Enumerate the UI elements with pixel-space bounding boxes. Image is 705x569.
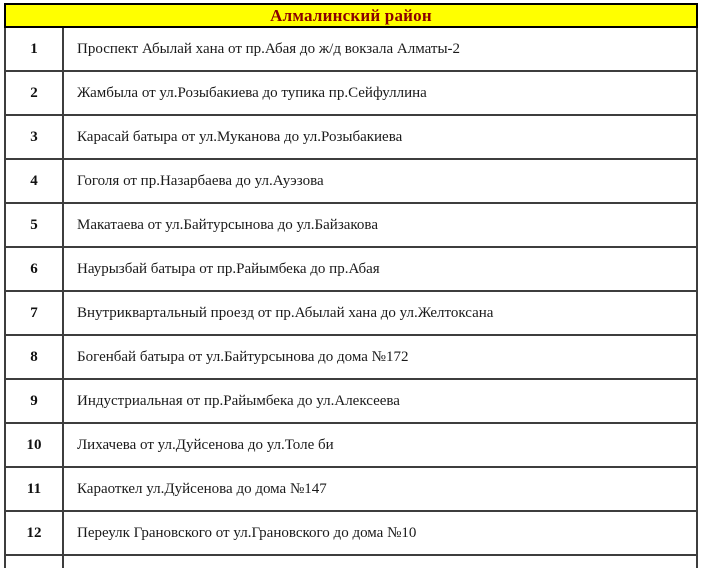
table-row bbox=[6, 28, 696, 72]
table-row bbox=[6, 512, 696, 556]
row-number-cell: 6 bbox=[6, 248, 64, 290]
street-cell: Макатаева от ул.Байтурсынова до ул.Байзакова bbox=[77, 216, 378, 233]
street-cell: Индустриальная от пр.Райымбека до ул.Алексеева bbox=[77, 392, 400, 409]
row-number-cell: 4 bbox=[6, 160, 64, 202]
street-cell: Карасай батыра от ул.Муканова до ул.Розыбакиева bbox=[77, 128, 403, 145]
street-cell: Проспект Абылай хана от пр.Абая до ж/д вокзала Алматы-2 bbox=[77, 40, 461, 57]
street-cell bbox=[64, 556, 696, 568]
table-row bbox=[6, 160, 696, 204]
row-number-cell: 2 bbox=[6, 72, 64, 114]
streets-grid bbox=[4, 28, 698, 568]
table-row bbox=[6, 292, 696, 336]
table-row bbox=[6, 204, 696, 248]
street-cell: Караоткел ул.Дуйсенова до дома №147 bbox=[77, 480, 327, 497]
street-cell: Наурызбай батыра от пр.Райымбека до пр.Абая bbox=[77, 260, 380, 277]
row-number-cell: 9 bbox=[6, 380, 64, 422]
table-row bbox=[6, 380, 696, 424]
table-row bbox=[6, 336, 696, 380]
row-number-cell: 10 bbox=[6, 424, 64, 466]
table-row bbox=[6, 116, 696, 160]
row-number-cell: 11 bbox=[6, 468, 64, 510]
table-row-cutoff bbox=[6, 556, 696, 568]
table-row bbox=[6, 468, 696, 512]
street-cell: Внутриквартальный проезд от пр.Абылай хана до ул.Желтоксана bbox=[77, 304, 494, 321]
row-number-cell: 7 bbox=[6, 292, 64, 334]
district-streets-table bbox=[4, 3, 698, 568]
row-number-cell: 5 bbox=[6, 204, 64, 246]
row-number-cell bbox=[6, 556, 64, 568]
row-number-cell: 1 bbox=[6, 28, 64, 70]
street-cell: Гоголя от пр.Назарбаева до ул.Ауэзова bbox=[77, 172, 324, 189]
district-header: Алмалинский район bbox=[4, 3, 698, 28]
row-number-cell: 12 bbox=[6, 512, 64, 554]
table-row bbox=[6, 248, 696, 292]
table-row bbox=[6, 72, 696, 116]
table-row bbox=[6, 424, 696, 468]
row-number-cell: 3 bbox=[6, 116, 64, 158]
street-cell: Богенбай батыра от ул.Байтурсынова до дома №172 bbox=[77, 348, 409, 365]
row-number-cell: 8 bbox=[6, 336, 64, 378]
street-cell: Переулк Грановского от ул.Грановского до дома №10 bbox=[77, 524, 417, 541]
street-cell: Лихачева от ул.Дуйсенова до ул.Толе би bbox=[77, 436, 334, 453]
street-cell: Жамбыла от ул.Розыбакиева до тупика пр.Сейфуллина bbox=[77, 84, 427, 101]
